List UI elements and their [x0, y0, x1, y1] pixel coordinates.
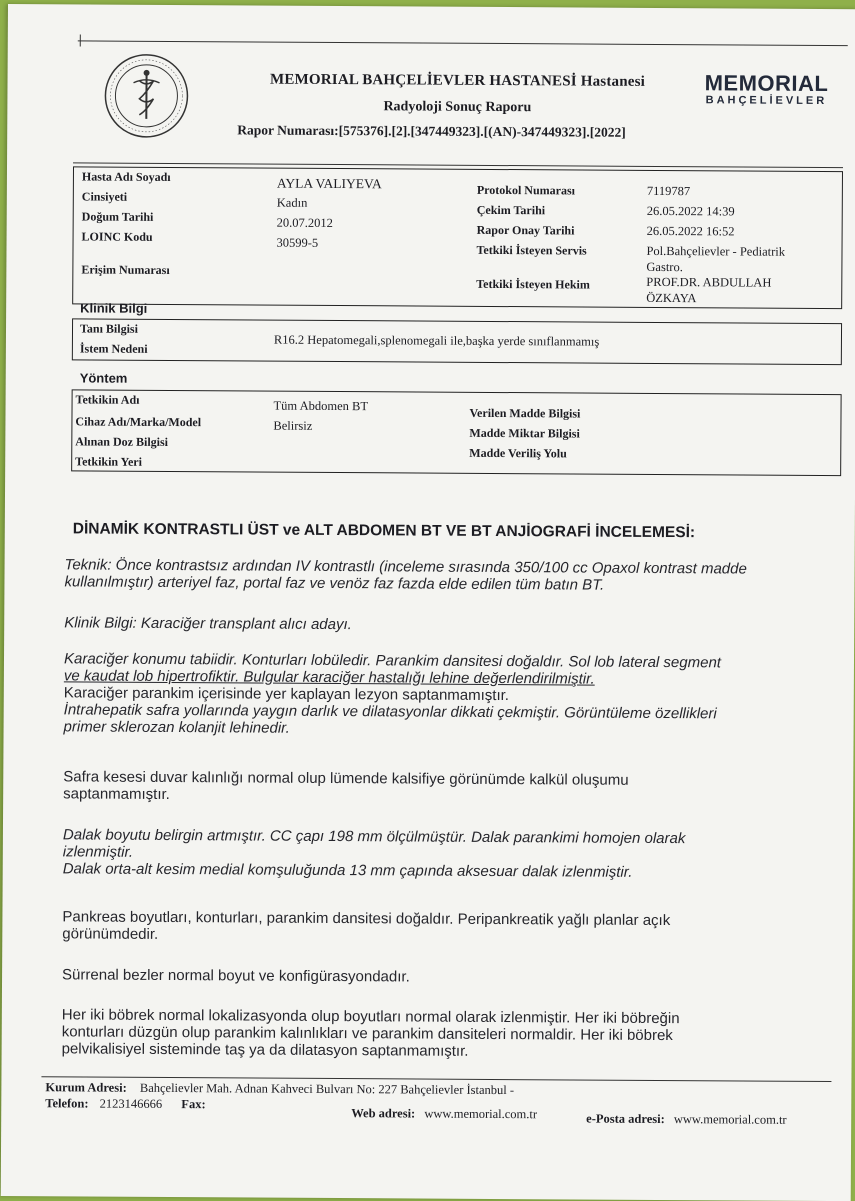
pancreas-line: görünümdedir. [62, 925, 832, 947]
clinical-info-line: Klinik Bilgi: Karaciğer transplant alıcı adayı. [64, 614, 834, 636]
pancreas-paragraph [62, 908, 832, 947]
liver-line: primer sklerozan kolanjit lehinedir. [64, 718, 834, 740]
service-label: Tetkiki İsteyen Servis [476, 243, 586, 259]
loinc-value: 30599-5 [276, 236, 318, 251]
service-value-line1: Pol.Bahçelievler - Pediatrik [646, 244, 785, 260]
adrenal-line: Sürrenal bezler normal boyut ve konfigürasyondadır. [62, 966, 832, 988]
device-value: Belirsiz [273, 419, 312, 434]
email-label: e-Posta adresi: [586, 1112, 665, 1126]
technique-paragraph [64, 556, 834, 595]
report-number: Rapor Numarası:[575376].[2].[347449323].[(AN)-347449323].[2022] [237, 122, 707, 141]
service-value-line2: Gastro. [646, 260, 683, 275]
exam-name-value: Tüm Abdomen BT [274, 399, 369, 415]
email-value: www.memorial.com.tr [674, 1112, 787, 1127]
address-value: Bahçelievler Mah. Adnan Kahveci Bulvarı No: 227 Bahçelievler İstanbul - [140, 1081, 514, 1097]
page-corner-mark [80, 34, 81, 46]
liver-line-underlined: ve kaudat lob hipertrofiktir. Bulgular karaciğer hastalığı lehine değerlendirilmiştir. [64, 667, 834, 689]
web-label: Web adresi: [351, 1106, 415, 1120]
protocol-label: Protokol Numarası [477, 183, 575, 199]
web-value: www.memorial.com.tr [424, 1107, 537, 1122]
pancreas-line: Pankreas boyutları, konturları, parankim dansitesi doğaldır. Peripankreatik yağlı planlar açık [62, 908, 832, 930]
substance-amount-label: Madde Miktar Bilgisi [469, 426, 580, 442]
exam-name-label: Tetkikin Adı [76, 392, 140, 407]
substance-route-label: Madde Veriliş Yolu [469, 446, 567, 462]
liver-line: Karaciğer parankim içerisinde yer kaplayan lezyon saptanmamıştır. [64, 684, 834, 706]
phone-value: 2123146666 [100, 1097, 163, 1111]
department-title: Radyoloji Sonuç Raporu [207, 98, 707, 117]
exam-place-label: Tetkikin Yeri [75, 454, 142, 469]
dob-value: 20.07.2012 [277, 216, 333, 231]
patient-name-value: AYLA VALIYEVA [277, 176, 382, 193]
method-section-title: Yöntem [80, 370, 128, 385]
address-label: Kurum Adresi: [45, 1080, 126, 1094]
gallbladder-line: saptanmamıştır. [63, 785, 833, 807]
dob-label: Doğum Tarihi [82, 209, 154, 224]
method-info-box [71, 389, 841, 476]
brand-main-text: MEMORIAL [691, 70, 841, 97]
diagnosis-label: Tanı Bilgisi [80, 321, 138, 336]
clinical-section-title: Klinik Bilgi [80, 300, 147, 315]
fax-label: Fax: [181, 1097, 205, 1111]
technique-line: Teknik: Önce kontrastsız ardından IV kontrastlı (inceleme sırasında 350/100 cc Opaxol kontrast madde [65, 556, 835, 578]
spleen-paragraph [63, 826, 833, 882]
memorial-brand-logo [691, 70, 841, 107]
liver-line: İntrahepatik safra yollarında yaygın darlık ve dilatasyonlar dikkati çekmiştir. Görüntüleme özellikleri [64, 701, 834, 723]
page-top-rule [78, 40, 848, 46]
spleen-line: Dalak orta-alt kesim medial komşuluğunda 13 mm çapında aksesuar dalak izlenmiştir. [63, 860, 833, 882]
kidney-line: pelvikalisiyel sisteminde taş ya da dilatasyon saptanmamıştır. [62, 1040, 832, 1062]
gender-label: Cinsiyeti [82, 189, 127, 204]
ministry-seal-logo [103, 53, 190, 140]
report-paper [1, 4, 855, 1201]
web-address [351, 1106, 537, 1122]
liver-line: Karaciğer konumu tabiidir. Konturları lobüledir. Parankim dansitesi doğaldır. Sol lob lateral segment [64, 650, 834, 672]
doctor-value-line2: ÖZKAYA [646, 291, 696, 306]
technique-line: kullanılmıştır) arteriyel faz, portal faz ve venöz faz fazda elde edilen tüm batın BT. [64, 573, 834, 595]
patient-name-label: Hasta Adı Soyadı [82, 169, 171, 185]
doctor-label: Tetkiki İsteyen Hekim [476, 277, 590, 293]
spleen-line: Dalak boyutu belirgin artmıştır. CC çapı 198 mm ölçülmüştür. Dalak parankimi homojen olarak [63, 826, 833, 848]
access-number-label: Erişim Numarası [81, 262, 169, 278]
report-title: DİNAMİK KONTRASTLI ÜST ve ALT ABDOMEN BT VE BT ANJİOGRAFİ İNCELEMESİ: [73, 520, 853, 543]
spleen-line: izlenmiştir. [63, 843, 833, 865]
approve-date-label: Rapor Onay Tarihi [477, 223, 575, 239]
doctor-value-line1: PROF.DR. ABDULLAH [646, 275, 771, 291]
hospital-name: MEMORIAL BAHÇELİEVLER HASTANESİ Hastanesi [207, 71, 707, 91]
shot-date-label: Çekim Tarihi [477, 203, 545, 218]
adrenal-paragraph [62, 966, 832, 988]
email-address [586, 1112, 786, 1128]
shot-date-value: 26.05.2022 14:39 [647, 204, 735, 220]
request-reason-label: İstem Nedeni [80, 341, 148, 356]
device-label: Cihaz Adı/Marka/Model [75, 414, 201, 430]
phone-label: Telefon: [45, 1096, 88, 1110]
gender-value: Kadın [277, 196, 308, 211]
clinical-info-paragraph [64, 614, 834, 636]
kidney-line: konturları düzgün olup parankim kalınlıkları ve parankim dansiteleri normaldir. Her iki böbrek [62, 1023, 832, 1045]
institution-address [45, 1080, 514, 1098]
loinc-label: LOINC Kodu [82, 229, 153, 244]
contact-info [45, 1096, 205, 1112]
dose-label: Alınan Doz Bilgisi [75, 434, 168, 450]
approve-date-value: 26.05.2022 16:52 [647, 224, 735, 240]
substance-label: Verilen Madde Bilgisi [469, 406, 580, 422]
kidney-line: Her iki böbrek normal lokalizasyonda olup boyutları normal olarak izlenmiştir. Her iki böbreğin [62, 1006, 832, 1028]
brand-sub-text: BAHÇELİEVLER [691, 94, 841, 107]
gallbladder-line: Safra kesesi duvar kalınlığı normal olup lümende kalsifiye görünümde kalkül oluşumu [63, 768, 833, 790]
kidney-paragraph [62, 1006, 832, 1062]
gallbladder-paragraph [63, 768, 833, 807]
diagnosis-value: R16.2 Hepatomegali,splenomegali ile,başka yerde sınıflanmamış [274, 333, 599, 350]
liver-paragraph [64, 650, 835, 740]
protocol-value: 7119787 [647, 184, 690, 199]
